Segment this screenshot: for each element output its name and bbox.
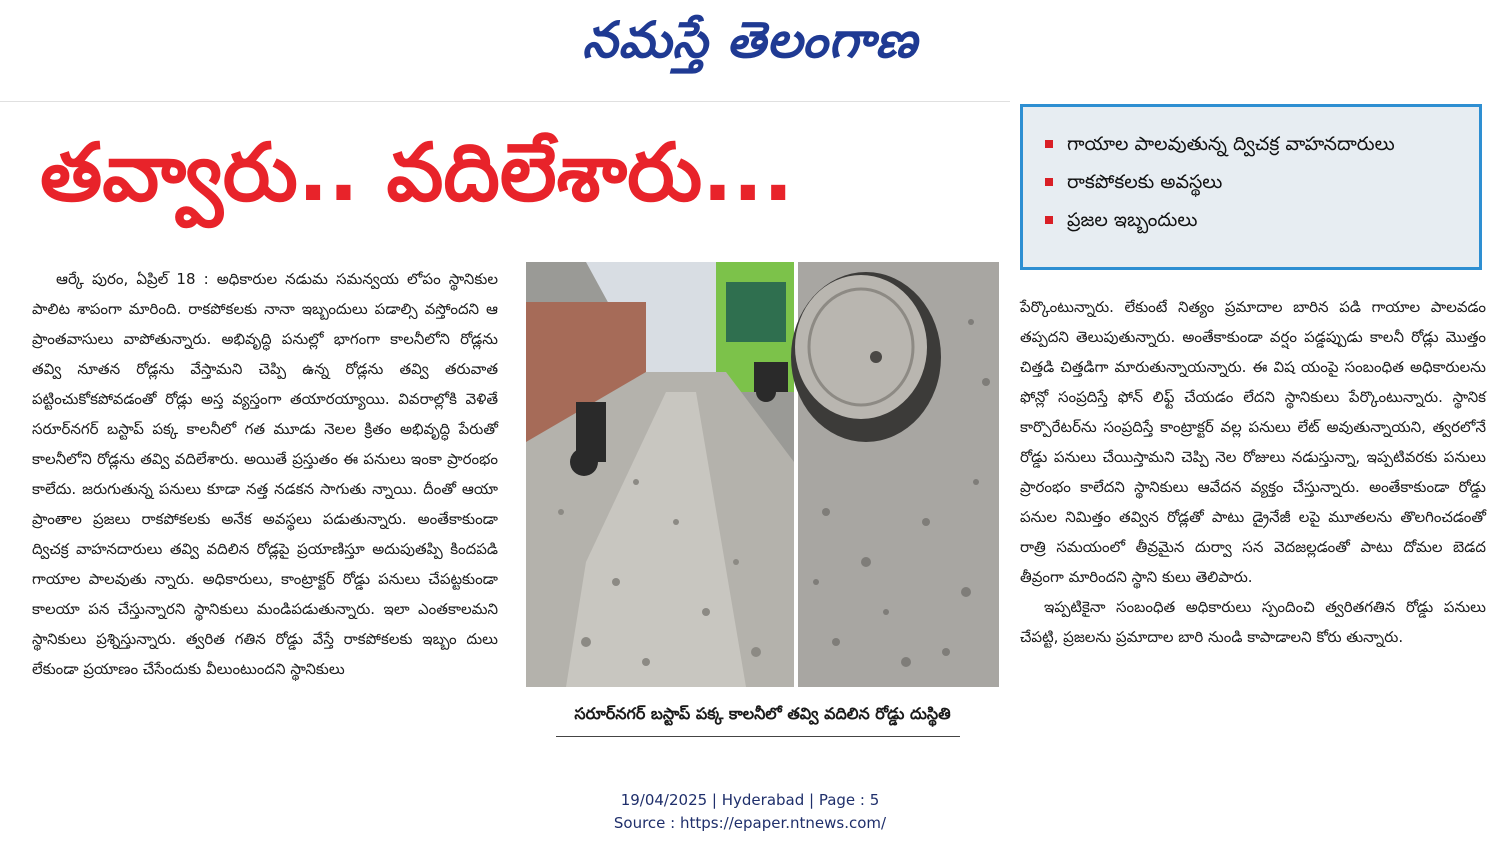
photo-caption: సరూర్‌నగర్ బస్టాప్ పక్క కాలనీలో తవ్వి వదిలిన రోడ్డు దుస్థితి xyxy=(574,704,951,723)
road-photo-illustration xyxy=(526,262,999,687)
highlight-item xyxy=(1043,125,1479,163)
article-headline: తవ్వారు.. వదిలేశారు... xyxy=(40,126,794,219)
road-photo xyxy=(526,262,999,687)
highlights-box xyxy=(1020,104,1482,270)
source-link[interactable]: Source : https://epaper.ntnews.com/ xyxy=(613,814,887,832)
edition-info: 19/04/2025 | Hyderabad | Page : 5 xyxy=(620,791,880,809)
bullet-icon xyxy=(1045,140,1053,148)
highlight-text: ప్రజల ఇబ్బందులు xyxy=(1067,209,1198,231)
masthead-divider xyxy=(0,101,1010,102)
article-body-right-column xyxy=(1020,292,1486,722)
caption-underline xyxy=(556,736,960,737)
newspaper-masthead: నమస్తే తెలంగాణ xyxy=(582,11,918,69)
article-body-left-column: ఆర్కే పురం, ఏప్రిల్ 18 : అధికారుల నడుమ సమన్వయ లోపం స్థానికుల పాలిట శాపంగా మారింది. రాకపోకలకు నానా ఇబ్బందులు పడాల్సి వస్తోందని ఆ ప్రాంతవాసులు వాపోతున్నారు. అభివృద్ధి పనుల్లో భాగంగా కాలనీలోని రోడ్లను తవ్వి నూతన రోడ్లను వేస్తామని చెప్పి ఉన్న రోడ్లను తవ్వి తరువాత పట్టించుకోకపోవడంతో రోడ్లు అస్త వ్యస్తంగా తయారయ్యాయి. వివరాల్లోకి వెళితే సరూర్‌నగర్ బస్టాప్ పక్క కాలనీలో గత మూడు నెలల క్రితం అభివృద్ధి పేరుతో కాలనీలోని రోడ్లను తవ్వి వదిలేశారు. అయితే ప్రస్తుతం ఈ పనులు ఇంకా ప్రారంభం కాలేదు. జరుగుతున్న పనులు కూడా నత్త నడకన సాగుతు న్నాయి. దీంతో ఆయా ప్రాంతాల ప్రజలు రాకపోకలకు అనేక అవస్థలు పడుతున్నారు. అంతేకాకుండా ద్విచక్ర వాహనదారులు తవ్వి వదిలిన రోడ్లపై ప్రయాణిస్తూ అదుపుతప్పి కిందపడి గాయాల పాలవుతు న్నారు. అధికారులు, కాంట్రాక్టర్ రోడ్డు పనులు చేపట్టకుండా కాలయా పన చేస్తున్నారని స్థానికులు మండిపడుతున్నారు. ఇలా ఎంతకాలమని స్థానికులు ప్రశ్నిస్తున్నారు. త్వరిత గతిన రోడ్డు వేస్తే రాకపోకలకు ఇబ్బం దులు లేకుండా ప్రయాణం చేసేందుకు వీలుంటుందని స్థానికులు xyxy=(32,270,498,678)
highlight-item xyxy=(1043,201,1479,239)
highlight-text: రాకపోకలకు అవస్థలు xyxy=(1067,171,1223,193)
bullet-icon xyxy=(1045,178,1053,186)
highlight-text: గాయాల పాలవుతున్న ద్విచక్ర వాహనదారులు xyxy=(1067,133,1395,155)
article-paragraph: పేర్కొంటున్నారు. లేకుంటే నిత్యం ప్రమాదాల బారిన పడి గాయాల పాలవడం తప్పదని తెలుపుతున్నారు. అంతేకాకుండా వర్షం పడ్డప్పుడు కాలనీ రోడ్లు మొత్తం చిత్తడి చిత్తడిగా మారుతున్నాయన్నారు. ఈ విష యంపై సంబంధిత అధికారులను ఫోన్లో సంప్రదిస్తే ఫోన్ లిఫ్ట్ చేయడం లేదని స్థానికులు పేర్కొంటున్నారు. స్థానిక కార్పొరేటర్‌ను సంప్రదిస్తే కాంట్రాక్టర్ వల్ల పనులు లేట్ అవుతున్నాయని, త్వరలోనే రోడ్డు పనులు చేయిస్తామని చెప్పి నెల రోజులు నడుస్తున్నా, ఇప్పటివరకు పనులు ప్రారంభం కాలేదని స్థానికులు ఆవేదన వ్యక్తం చేస్తున్నారు. అంతేకాకుండా రోడ్డు పనుల నిమిత్తం తవ్విన రోడ్లతో పాటు డ్రైనేజీ లపై మూతలను తొలగించడంతో రాత్రి సమయంలో తీవ్రమైన దుర్వా సన వెదజల్లడంతో పాటు దోమల బెడద తీవ్రంగా మారిందని స్థాని కులు తెలిపారు. xyxy=(1020,298,1486,586)
article-paragraph: ఇప్పటికైనా సంబంధిత అధికారులు స్పందించి త్వరితగతిన రోడ్డు పనులు చేపట్టి, ప్రజలను ప్రమాదాల బారి నుండి కాపాడాలని కోరు తున్నారు. xyxy=(1020,598,1486,646)
page-footer xyxy=(540,789,960,835)
bullet-icon xyxy=(1045,216,1053,224)
highlight-item xyxy=(1043,163,1479,201)
